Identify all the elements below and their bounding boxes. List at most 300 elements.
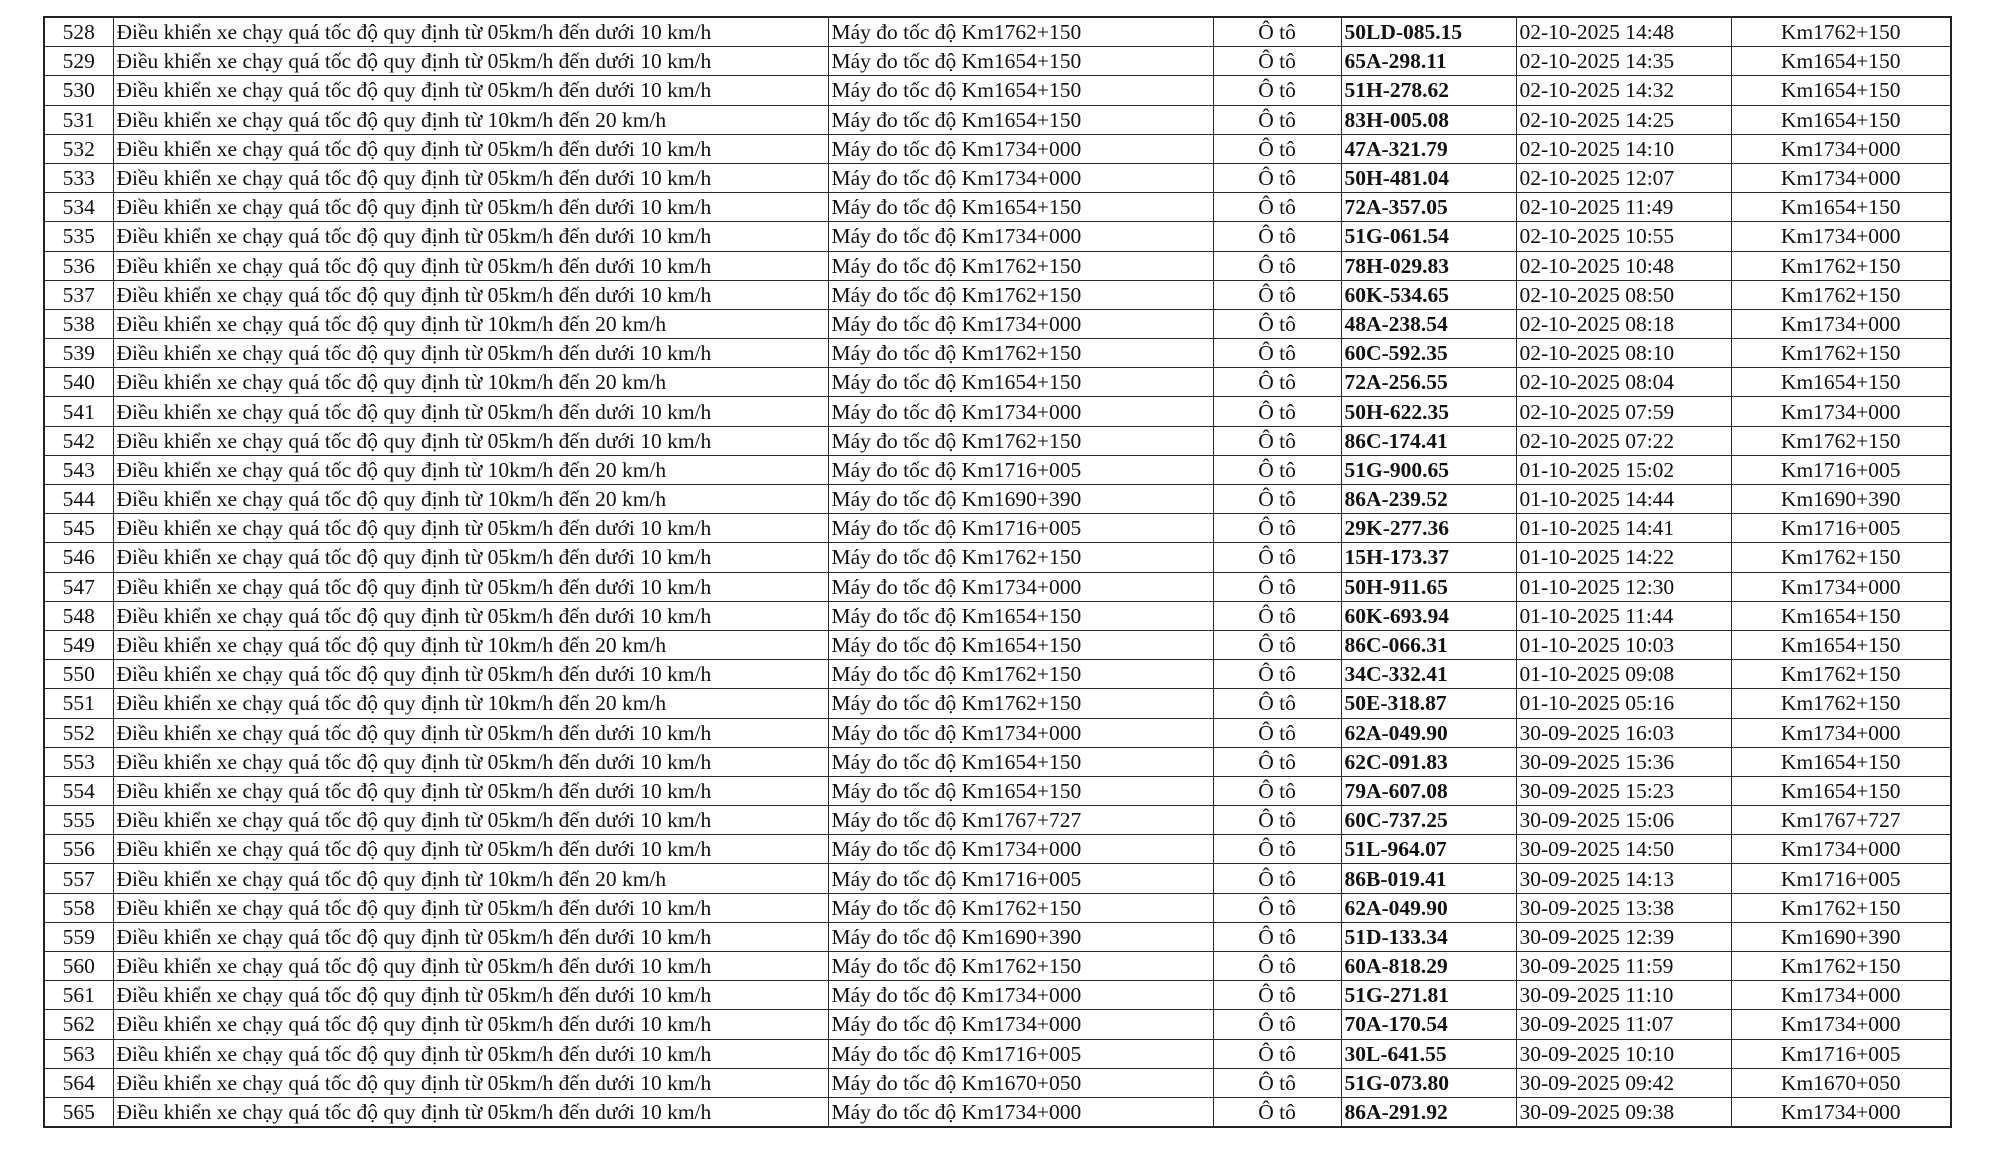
detection-device: Máy đo tốc độ Km1670+050: [828, 1068, 1213, 1097]
detection-device: Máy đo tốc độ Km1654+150: [828, 76, 1213, 105]
violation-time: 02-10-2025 14:25: [1516, 105, 1731, 134]
violation-description: Điều khiển xe chạy quá tốc độ quy định từ 10km/h đến 20 km/h: [113, 689, 828, 718]
table-row: [44, 105, 1951, 134]
row-number: 535: [44, 222, 113, 251]
violation-time: 02-10-2025 14:35: [1516, 47, 1731, 76]
violation-time: 02-10-2025 11:49: [1516, 193, 1731, 222]
vehicle-type: Ô tô: [1213, 981, 1341, 1010]
violation-description: Điều khiển xe chạy quá tốc độ quy định từ 05km/h đến dưới 10 km/h: [113, 543, 828, 572]
violation-time: 02-10-2025 08:10: [1516, 339, 1731, 368]
vehicle-type: Ô tô: [1213, 572, 1341, 601]
row-number: 559: [44, 922, 113, 951]
row-number: 551: [44, 689, 113, 718]
row-number: 555: [44, 806, 113, 835]
violation-location: Km1734+000: [1731, 835, 1951, 864]
table-row: [44, 251, 1951, 280]
license-plate: 62A-049.90: [1341, 718, 1516, 747]
vehicle-type: Ô tô: [1213, 1039, 1341, 1068]
violation-description: Điều khiển xe chạy quá tốc độ quy định từ 05km/h đến dưới 10 km/h: [113, 835, 828, 864]
row-number: 556: [44, 835, 113, 864]
violation-time: 30-09-2025 13:38: [1516, 893, 1731, 922]
violation-time: 02-10-2025 07:22: [1516, 426, 1731, 455]
violation-time: 02-10-2025 10:48: [1516, 251, 1731, 280]
violation-description: Điều khiển xe chạy quá tốc độ quy định từ 05km/h đến dưới 10 km/h: [113, 1097, 828, 1127]
row-number: 561: [44, 981, 113, 1010]
detection-device: Máy đo tốc độ Km1734+000: [828, 397, 1213, 426]
violation-location: Km1654+150: [1731, 105, 1951, 134]
row-number: 529: [44, 47, 113, 76]
detection-device: Máy đo tốc độ Km1734+000: [828, 1097, 1213, 1127]
license-plate: 50H-622.35: [1341, 397, 1516, 426]
detection-device: Máy đo tốc độ Km1762+150: [828, 689, 1213, 718]
violation-description: Điều khiển xe chạy quá tốc độ quy định từ 05km/h đến dưới 10 km/h: [113, 747, 828, 776]
violation-location: Km1762+150: [1731, 426, 1951, 455]
license-plate: 60K-534.65: [1341, 280, 1516, 309]
violation-description: Điều khiển xe chạy quá tốc độ quy định từ 10km/h đến 20 km/h: [113, 485, 828, 514]
violation-time: 30-09-2025 15:06: [1516, 806, 1731, 835]
vehicle-type: Ô tô: [1213, 339, 1341, 368]
row-number: 558: [44, 893, 113, 922]
violation-time: 01-10-2025 12:30: [1516, 572, 1731, 601]
detection-device: Máy đo tốc độ Km1734+000: [828, 718, 1213, 747]
table-row: [44, 981, 1951, 1010]
row-number: 563: [44, 1039, 113, 1068]
table-row: [44, 1039, 1951, 1068]
detection-device: Máy đo tốc độ Km1654+150: [828, 47, 1213, 76]
detection-device: Máy đo tốc độ Km1654+150: [828, 193, 1213, 222]
detection-device: Máy đo tốc độ Km1734+000: [828, 222, 1213, 251]
row-number: 547: [44, 572, 113, 601]
violation-location: Km1690+390: [1731, 485, 1951, 514]
table-row: [44, 630, 1951, 659]
violation-location: Km1734+000: [1731, 718, 1951, 747]
violation-description: Điều khiển xe chạy quá tốc độ quy định từ 05km/h đến dưới 10 km/h: [113, 660, 828, 689]
row-number: 530: [44, 76, 113, 105]
violation-time: 30-09-2025 14:50: [1516, 835, 1731, 864]
row-number: 553: [44, 747, 113, 776]
vehicle-type: Ô tô: [1213, 47, 1341, 76]
violation-location: Km1654+150: [1731, 601, 1951, 630]
table-row: [44, 47, 1951, 76]
violation-time: 02-10-2025 14:48: [1516, 17, 1731, 47]
vehicle-type: Ô tô: [1213, 134, 1341, 163]
violation-time: 30-09-2025 09:38: [1516, 1097, 1731, 1127]
table-row: [44, 193, 1951, 222]
table-row: [44, 952, 1951, 981]
violation-location: Km1734+000: [1731, 134, 1951, 163]
table-row: [44, 806, 1951, 835]
violation-time: 30-09-2025 12:39: [1516, 922, 1731, 951]
violation-description: Điều khiển xe chạy quá tốc độ quy định từ 05km/h đến dưới 10 km/h: [113, 893, 828, 922]
row-number: 537: [44, 280, 113, 309]
row-number: 557: [44, 864, 113, 893]
row-number: 560: [44, 952, 113, 981]
row-number: 528: [44, 17, 113, 47]
vehicle-type: Ô tô: [1213, 922, 1341, 951]
violation-location: Km1654+150: [1731, 368, 1951, 397]
violation-description: Điều khiển xe chạy quá tốc độ quy định từ 10km/h đến 20 km/h: [113, 309, 828, 338]
violations-table: [43, 16, 1952, 1128]
vehicle-type: Ô tô: [1213, 952, 1341, 981]
detection-device: Máy đo tốc độ Km1734+000: [828, 981, 1213, 1010]
row-number: 550: [44, 660, 113, 689]
detection-device: Máy đo tốc độ Km1734+000: [828, 835, 1213, 864]
violation-description: Điều khiển xe chạy quá tốc độ quy định từ 10km/h đến 20 km/h: [113, 368, 828, 397]
table-row: [44, 835, 1951, 864]
row-number: 538: [44, 309, 113, 338]
license-plate: 86C-174.41: [1341, 426, 1516, 455]
row-number: 545: [44, 514, 113, 543]
license-plate: 65A-298.11: [1341, 47, 1516, 76]
table-row: [44, 1097, 1951, 1127]
table-row: [44, 222, 1951, 251]
detection-device: Máy đo tốc độ Km1654+150: [828, 368, 1213, 397]
violation-location: Km1654+150: [1731, 630, 1951, 659]
violation-location: Km1734+000: [1731, 163, 1951, 192]
table-row: [44, 134, 1951, 163]
violation-description: Điều khiển xe chạy quá tốc độ quy định từ 05km/h đến dưới 10 km/h: [113, 514, 828, 543]
violation-time: 01-10-2025 15:02: [1516, 455, 1731, 484]
row-number: 533: [44, 163, 113, 192]
vehicle-type: Ô tô: [1213, 514, 1341, 543]
detection-device: Máy đo tốc độ Km1767+727: [828, 806, 1213, 835]
violation-time: 02-10-2025 14:10: [1516, 134, 1731, 163]
license-plate: 86A-239.52: [1341, 485, 1516, 514]
violation-description: Điều khiển xe chạy quá tốc độ quy định từ 05km/h đến dưới 10 km/h: [113, 222, 828, 251]
violation-time: 02-10-2025 12:07: [1516, 163, 1731, 192]
vehicle-type: Ô tô: [1213, 630, 1341, 659]
violation-time: 02-10-2025 14:32: [1516, 76, 1731, 105]
violation-time: 01-10-2025 10:03: [1516, 630, 1731, 659]
vehicle-type: Ô tô: [1213, 193, 1341, 222]
violation-time: 02-10-2025 08:04: [1516, 368, 1731, 397]
vehicle-type: Ô tô: [1213, 105, 1341, 134]
row-number: 536: [44, 251, 113, 280]
violation-location: Km1762+150: [1731, 689, 1951, 718]
vehicle-type: Ô tô: [1213, 776, 1341, 805]
detection-device: Máy đo tốc độ Km1762+150: [828, 280, 1213, 309]
violation-location: Km1734+000: [1731, 309, 1951, 338]
row-number: 546: [44, 543, 113, 572]
detection-device: Máy đo tốc độ Km1716+005: [828, 1039, 1213, 1068]
violation-time: 02-10-2025 07:59: [1516, 397, 1731, 426]
detection-device: Máy đo tốc độ Km1654+150: [828, 747, 1213, 776]
license-plate: 51L-964.07: [1341, 835, 1516, 864]
violation-description: Điều khiển xe chạy quá tốc độ quy định từ 05km/h đến dưới 10 km/h: [113, 251, 828, 280]
detection-device: Máy đo tốc độ Km1762+150: [828, 251, 1213, 280]
license-plate: 50LD-085.15: [1341, 17, 1516, 47]
violation-description: Điều khiển xe chạy quá tốc độ quy định từ 05km/h đến dưới 10 km/h: [113, 47, 828, 76]
violation-location: Km1690+390: [1731, 922, 1951, 951]
violation-description: Điều khiển xe chạy quá tốc độ quy định từ 05km/h đến dưới 10 km/h: [113, 776, 828, 805]
detection-device: Máy đo tốc độ Km1654+150: [828, 601, 1213, 630]
row-number: 544: [44, 485, 113, 514]
violation-location: Km1716+005: [1731, 864, 1951, 893]
violation-time: 02-10-2025 08:50: [1516, 280, 1731, 309]
row-number: 554: [44, 776, 113, 805]
violation-description: Điều khiển xe chạy quá tốc độ quy định từ 05km/h đến dưới 10 km/h: [113, 17, 828, 47]
violation-description: Điều khiển xe chạy quá tốc độ quy định từ 05km/h đến dưới 10 km/h: [113, 572, 828, 601]
license-plate: 50E-318.87: [1341, 689, 1516, 718]
row-number: 552: [44, 718, 113, 747]
vehicle-type: Ô tô: [1213, 309, 1341, 338]
detection-device: Máy đo tốc độ Km1762+150: [828, 543, 1213, 572]
detection-device: Máy đo tốc độ Km1716+005: [828, 864, 1213, 893]
violation-description: Điều khiển xe chạy quá tốc độ quy định từ 05km/h đến dưới 10 km/h: [113, 339, 828, 368]
vehicle-type: Ô tô: [1213, 368, 1341, 397]
violation-description: Điều khiển xe chạy quá tốc độ quy định từ 10km/h đến 20 km/h: [113, 455, 828, 484]
violation-time: 30-09-2025 10:10: [1516, 1039, 1731, 1068]
vehicle-type: Ô tô: [1213, 163, 1341, 192]
table-row: [44, 163, 1951, 192]
violation-location: Km1762+150: [1731, 17, 1951, 47]
license-plate: 50H-481.04: [1341, 163, 1516, 192]
violation-description: Điều khiển xe chạy quá tốc độ quy định từ 05km/h đến dưới 10 km/h: [113, 193, 828, 222]
violation-location: Km1654+150: [1731, 776, 1951, 805]
violation-location: Km1762+150: [1731, 543, 1951, 572]
violation-description: Điều khiển xe chạy quá tốc độ quy định từ 05km/h đến dưới 10 km/h: [113, 952, 828, 981]
license-plate: 70A-170.54: [1341, 1010, 1516, 1039]
violation-location: Km1654+150: [1731, 47, 1951, 76]
license-plate: 50H-911.65: [1341, 572, 1516, 601]
row-number: 532: [44, 134, 113, 163]
row-number: 534: [44, 193, 113, 222]
vehicle-type: Ô tô: [1213, 17, 1341, 47]
detection-device: Máy đo tốc độ Km1762+150: [828, 660, 1213, 689]
violation-location: Km1734+000: [1731, 222, 1951, 251]
vehicle-type: Ô tô: [1213, 718, 1341, 747]
vehicle-type: Ô tô: [1213, 485, 1341, 514]
license-plate: 83H-005.08: [1341, 105, 1516, 134]
vehicle-type: Ô tô: [1213, 1010, 1341, 1039]
table-row: [44, 776, 1951, 805]
license-plate: 60C-592.35: [1341, 339, 1516, 368]
violation-description: Điều khiển xe chạy quá tốc độ quy định từ 05km/h đến dưới 10 km/h: [113, 397, 828, 426]
license-plate: 60C-737.25: [1341, 806, 1516, 835]
license-plate: 51D-133.34: [1341, 922, 1516, 951]
violation-time: 30-09-2025 15:23: [1516, 776, 1731, 805]
detection-device: Máy đo tốc độ Km1716+005: [828, 455, 1213, 484]
violation-time: 01-10-2025 14:22: [1516, 543, 1731, 572]
violation-description: Điều khiển xe chạy quá tốc độ quy định từ 05km/h đến dưới 10 km/h: [113, 601, 828, 630]
row-number: 541: [44, 397, 113, 426]
vehicle-type: Ô tô: [1213, 426, 1341, 455]
detection-device: Máy đo tốc độ Km1734+000: [828, 572, 1213, 601]
violation-description: Điều khiển xe chạy quá tốc độ quy định từ 05km/h đến dưới 10 km/h: [113, 426, 828, 455]
violation-time: 01-10-2025 05:16: [1516, 689, 1731, 718]
vehicle-type: Ô tô: [1213, 251, 1341, 280]
violation-description: Điều khiển xe chạy quá tốc độ quy định từ 10km/h đến 20 km/h: [113, 864, 828, 893]
violation-time: 01-10-2025 14:44: [1516, 485, 1731, 514]
violation-time: 30-09-2025 09:42: [1516, 1068, 1731, 1097]
violation-time: 30-09-2025 14:13: [1516, 864, 1731, 893]
violation-location: Km1762+150: [1731, 339, 1951, 368]
license-plate: 51G-900.65: [1341, 455, 1516, 484]
violation-location: Km1654+150: [1731, 193, 1951, 222]
violation-location: Km1654+150: [1731, 747, 1951, 776]
row-number: 562: [44, 1010, 113, 1039]
vehicle-type: Ô tô: [1213, 455, 1341, 484]
license-plate: 60A-818.29: [1341, 952, 1516, 981]
violation-time: 01-10-2025 11:44: [1516, 601, 1731, 630]
table-row: [44, 543, 1951, 572]
table-row: [44, 747, 1951, 776]
violation-time: 30-09-2025 11:07: [1516, 1010, 1731, 1039]
detection-device: Máy đo tốc độ Km1654+150: [828, 105, 1213, 134]
license-plate: 30L-641.55: [1341, 1039, 1516, 1068]
license-plate: 51G-073.80: [1341, 1068, 1516, 1097]
violation-description: Điều khiển xe chạy quá tốc độ quy định từ 05km/h đến dưới 10 km/h: [113, 1039, 828, 1068]
violation-description: Điều khiển xe chạy quá tốc độ quy định từ 10km/h đến 20 km/h: [113, 105, 828, 134]
violation-location: Km1762+150: [1731, 952, 1951, 981]
violation-location: Km1654+150: [1731, 76, 1951, 105]
violation-description: Điều khiển xe chạy quá tốc độ quy định từ 05km/h đến dưới 10 km/h: [113, 981, 828, 1010]
license-plate: 60K-693.94: [1341, 601, 1516, 630]
detection-device: Máy đo tốc độ Km1716+005: [828, 514, 1213, 543]
table-row: [44, 601, 1951, 630]
violation-time: 30-09-2025 15:36: [1516, 747, 1731, 776]
vehicle-type: Ô tô: [1213, 689, 1341, 718]
violation-location: Km1670+050: [1731, 1068, 1951, 1097]
vehicle-type: Ô tô: [1213, 76, 1341, 105]
detection-device: Máy đo tốc độ Km1762+150: [828, 893, 1213, 922]
vehicle-type: Ô tô: [1213, 543, 1341, 572]
license-plate: 34C-332.41: [1341, 660, 1516, 689]
table-row: [44, 514, 1951, 543]
violation-location: Km1767+727: [1731, 806, 1951, 835]
violation-location: Km1762+150: [1731, 251, 1951, 280]
detection-device: Máy đo tốc độ Km1762+150: [828, 339, 1213, 368]
violation-description: Điều khiển xe chạy quá tốc độ quy định từ 05km/h đến dưới 10 km/h: [113, 1010, 828, 1039]
license-plate: 48A-238.54: [1341, 309, 1516, 338]
vehicle-type: Ô tô: [1213, 835, 1341, 864]
detection-device: Máy đo tốc độ Km1762+150: [828, 952, 1213, 981]
vehicle-type: Ô tô: [1213, 806, 1341, 835]
row-number: 564: [44, 1068, 113, 1097]
violation-time: 02-10-2025 10:55: [1516, 222, 1731, 251]
license-plate: 29K-277.36: [1341, 514, 1516, 543]
violation-time: 02-10-2025 08:18: [1516, 309, 1731, 338]
violation-description: Điều khiển xe chạy quá tốc độ quy định từ 05km/h đến dưới 10 km/h: [113, 806, 828, 835]
row-number: 539: [44, 339, 113, 368]
violation-description: Điều khiển xe chạy quá tốc độ quy định từ 05km/h đến dưới 10 km/h: [113, 163, 828, 192]
table-row: [44, 1010, 1951, 1039]
vehicle-type: Ô tô: [1213, 747, 1341, 776]
detection-device: Máy đo tốc độ Km1734+000: [828, 163, 1213, 192]
table-body: [44, 17, 1951, 1127]
violation-time: 30-09-2025 11:10: [1516, 981, 1731, 1010]
table-row: [44, 17, 1951, 47]
license-plate: 86B-019.41: [1341, 864, 1516, 893]
vehicle-type: Ô tô: [1213, 222, 1341, 251]
table-row: [44, 689, 1951, 718]
table-row: [44, 485, 1951, 514]
license-plate: 51H-278.62: [1341, 76, 1516, 105]
license-plate: 47A-321.79: [1341, 134, 1516, 163]
violation-location: Km1734+000: [1731, 397, 1951, 426]
table-row: [44, 922, 1951, 951]
detection-device: Máy đo tốc độ Km1762+150: [828, 17, 1213, 47]
violation-description: Điều khiển xe chạy quá tốc độ quy định từ 05km/h đến dưới 10 km/h: [113, 922, 828, 951]
violation-location: Km1762+150: [1731, 660, 1951, 689]
violation-time: 30-09-2025 11:59: [1516, 952, 1731, 981]
violation-time: 01-10-2025 09:08: [1516, 660, 1731, 689]
vehicle-type: Ô tô: [1213, 397, 1341, 426]
vehicle-type: Ô tô: [1213, 864, 1341, 893]
license-plate: 86C-066.31: [1341, 630, 1516, 659]
table-row: [44, 718, 1951, 747]
violation-description: Điều khiển xe chạy quá tốc độ quy định từ 10km/h đến 20 km/h: [113, 630, 828, 659]
table-row: [44, 893, 1951, 922]
violation-location: Km1734+000: [1731, 572, 1951, 601]
violation-time: 01-10-2025 14:41: [1516, 514, 1731, 543]
violation-time: 30-09-2025 16:03: [1516, 718, 1731, 747]
table-row: [44, 309, 1951, 338]
license-plate: 51G-061.54: [1341, 222, 1516, 251]
table-row: [44, 864, 1951, 893]
table-row: [44, 76, 1951, 105]
row-number: 548: [44, 601, 113, 630]
detection-device: Máy đo tốc độ Km1762+150: [828, 426, 1213, 455]
violation-location: Km1734+000: [1731, 981, 1951, 1010]
detection-device: Máy đo tốc độ Km1690+390: [828, 922, 1213, 951]
detection-device: Máy đo tốc độ Km1690+390: [828, 485, 1213, 514]
table-row: [44, 572, 1951, 601]
table-row: [44, 1068, 1951, 1097]
violation-description: Điều khiển xe chạy quá tốc độ quy định từ 05km/h đến dưới 10 km/h: [113, 134, 828, 163]
table-row: [44, 426, 1951, 455]
row-number: 540: [44, 368, 113, 397]
violation-location: Km1716+005: [1731, 1039, 1951, 1068]
violation-description: Điều khiển xe chạy quá tốc độ quy định từ 05km/h đến dưới 10 km/h: [113, 718, 828, 747]
row-number: 531: [44, 105, 113, 134]
license-plate: 15H-173.37: [1341, 543, 1516, 572]
license-plate: 51G-271.81: [1341, 981, 1516, 1010]
vehicle-type: Ô tô: [1213, 280, 1341, 309]
violation-description: Điều khiển xe chạy quá tốc độ quy định từ 05km/h đến dưới 10 km/h: [113, 76, 828, 105]
violation-location: Km1762+150: [1731, 280, 1951, 309]
vehicle-type: Ô tô: [1213, 1097, 1341, 1127]
detection-device: Máy đo tốc độ Km1654+150: [828, 630, 1213, 659]
table-row: [44, 455, 1951, 484]
vehicle-type: Ô tô: [1213, 893, 1341, 922]
license-plate: 62C-091.83: [1341, 747, 1516, 776]
detection-device: Máy đo tốc độ Km1734+000: [828, 134, 1213, 163]
violation-location: Km1734+000: [1731, 1097, 1951, 1127]
detection-device: Máy đo tốc độ Km1734+000: [828, 1010, 1213, 1039]
row-number: 542: [44, 426, 113, 455]
vehicle-type: Ô tô: [1213, 601, 1341, 630]
detection-device: Máy đo tốc độ Km1734+000: [828, 309, 1213, 338]
license-plate: 78H-029.83: [1341, 251, 1516, 280]
table-row: [44, 660, 1951, 689]
license-plate: 72A-256.55: [1341, 368, 1516, 397]
license-plate: 72A-357.05: [1341, 193, 1516, 222]
violation-location: Km1762+150: [1731, 893, 1951, 922]
row-number: 565: [44, 1097, 113, 1127]
row-number: 543: [44, 455, 113, 484]
detection-device: Máy đo tốc độ Km1654+150: [828, 776, 1213, 805]
violation-location: Km1734+000: [1731, 1010, 1951, 1039]
violation-location: Km1716+005: [1731, 455, 1951, 484]
vehicle-type: Ô tô: [1213, 1068, 1341, 1097]
violation-description: Điều khiển xe chạy quá tốc độ quy định từ 05km/h đến dưới 10 km/h: [113, 1068, 828, 1097]
violation-description: Điều khiển xe chạy quá tốc độ quy định từ 05km/h đến dưới 10 km/h: [113, 280, 828, 309]
table-row: [44, 368, 1951, 397]
violation-location: Km1716+005: [1731, 514, 1951, 543]
table-row: [44, 397, 1951, 426]
table-row: [44, 280, 1951, 309]
